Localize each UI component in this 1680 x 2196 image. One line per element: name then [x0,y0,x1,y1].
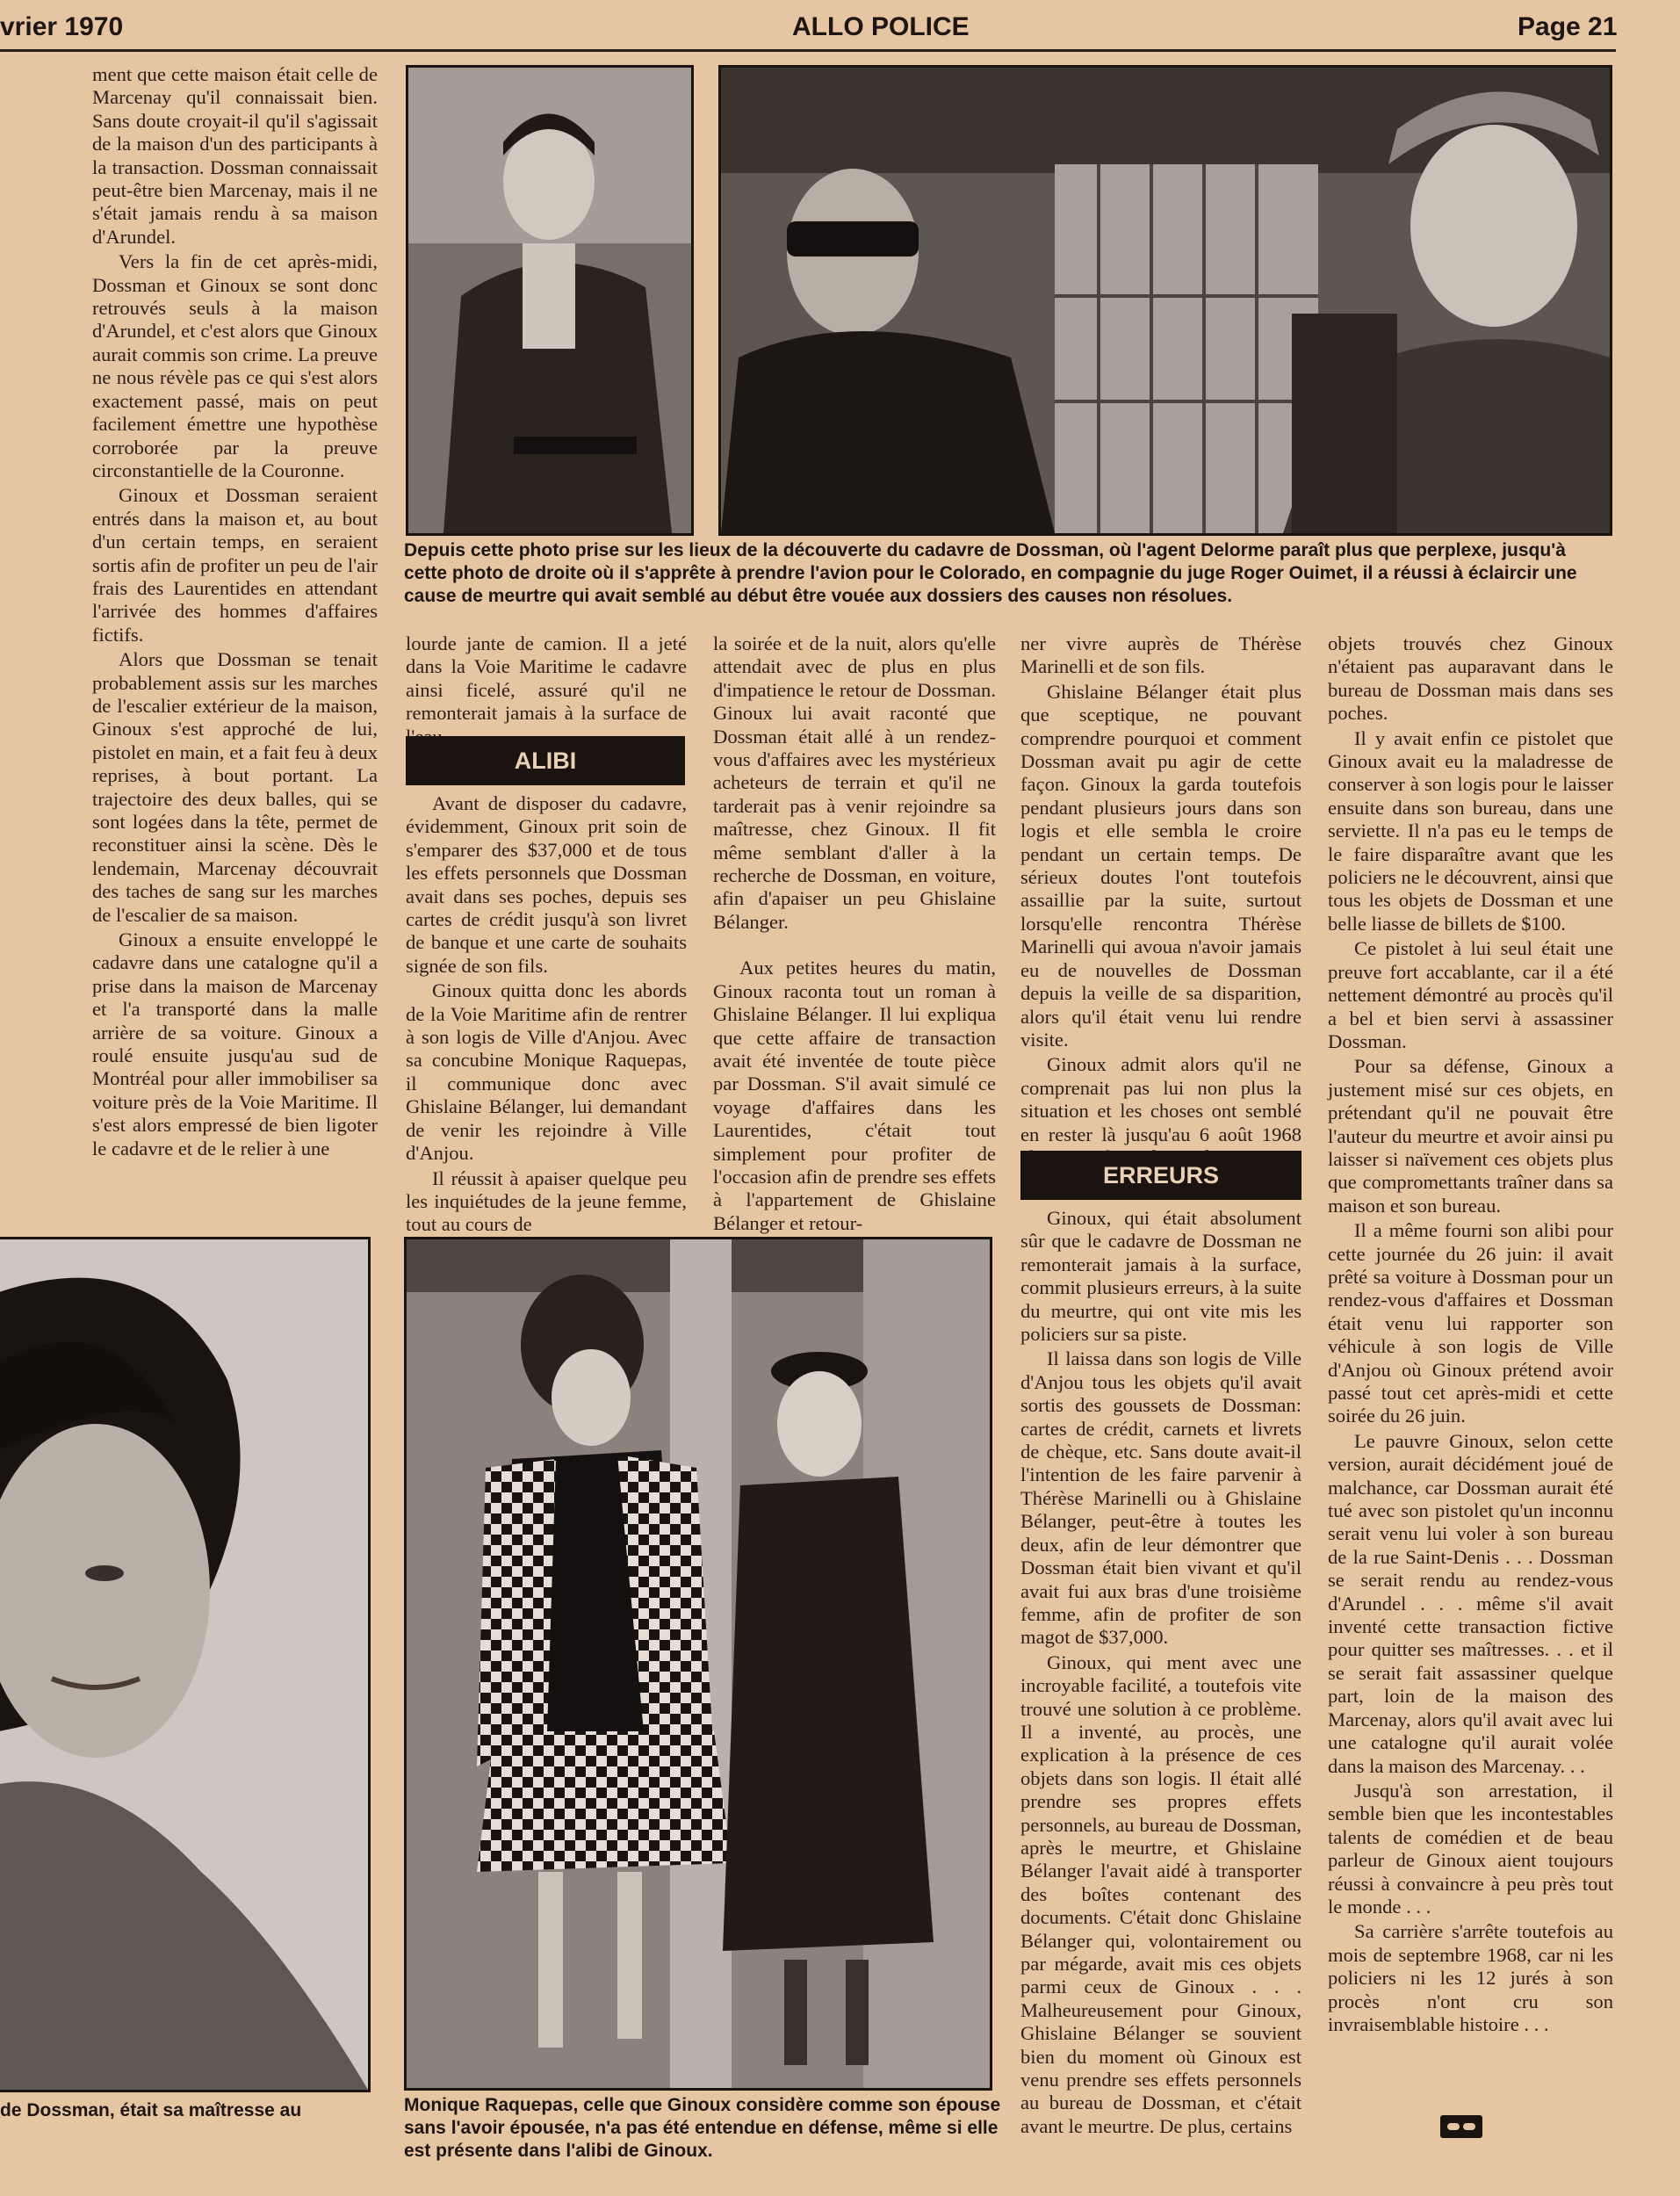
paragraph: Il laissa dans son logis de Ville d'Anjou tous les objets qu'il avait sortis des goussets de Dossman: cartes de crédit, carnets et livrets de chèque, etc. Sans doute avait-il l'intention de les faire parvenir à Thérèse Marinelli ou à Ghislaine Bélanger, peut-être à toutes les deux, afin de leur démontrer que Dossman était bien vivant et qu'il avait fui aux bras d'une troisième femme, afin de profiter de son magot de $37,000. [1020,1347,1301,1649]
column-4-continued [1020,1207,1301,2138]
photo-agent-delorme [406,65,694,536]
page-number: Page 21 [1518,12,1618,41]
paragraph: Il y avait enfin ce pistolet que Ginoux avait eu la maladresse de conserver à son logis pour le laisser ensuite dans son bureau, dans une serviette. Il n'a pas eu le temps de le faire disparaître avant que les policiers ne le découvrent, ainsi que tous les objets de Dossman et une belle liasse de billets de $100. [1328,726,1613,935]
paragraph: Pour sa défense, Ginoux a justement misé sur ces objets, en prétendant qu'il ne pouvait être l'auteur du meurtre et avoir ainsi pu laisser si naïvement ces objets plus que compromettants traîner dans sa maison et son bureau. [1328,1055,1613,1217]
paragraph: Il réussit à apaiser quelque peu les inquiétudes de la jeune femme, tout au cours de [406,1167,687,1236]
paragraph: Le pauvre Ginoux, selon cette version, aurait décidément joué de malchance, car Dossman aurait été tué avec son pistolet qu'un inconnu serait venu lui voler à son bureau de la rue Saint-Denis . . . Dossman se serait rendu au rendez-vous d'Arundel . . . même s'il avait inventé cette transaction fictive pour quitter ses maîtresses. . . et il se serait fait assassiner quelque part, loin de la maison des Marcenay, alors qu'il avait avec lui une catalogne qu'il aurait volée dans la maison des Marcenay. . . [1328,1429,1613,1777]
paragraph: la soirée et de la nuit, alors qu'elle attendait avec de plus en plus d'impatience le retour de Dossman. Ginoux lui avait raconté que Dossman était allé à un rendez-vous d'affaires avec les mystérieux acheteurs de terrain et qu'il ne tarderait pas à venir rejoindre sa maîtresse, chez Ginoux. Il fit même semblant d'aller à la recherche de Dossman, en voiture, afin d'apaiser un peu Ghislaine Bélanger. [713,632,996,933]
paragraph: Alors que Dossman se tenait probablement assis sur les marches de l'escalier extérieur de la maison, Ginoux s'est approché de lui, pistolet en main, et a fait feu à deux reprises, à bout portant. La trajectoire des deux balles, qui se sont logées dans la tête, permet de reconstituer ainsi la scène. Dès le lendemain, Marcenay découvrait des taches de sang sur les marches de l'escalier de sa maison. [92,648,378,926]
paragraph: Ce pistolet à lui seul était une preuve fort accablante, car il a été nettement démontré au procès qu'il a bel et bien servi à assassiner Dossman. [1328,937,1613,1052]
paragraph: Sa carrière s'arrête toutefois au mois de septembre 1968, car ni les policiers ni les 12 jurés à son procès n'ont cru son invraisemblable histoire . . . [1328,1920,1613,2035]
column-2 [406,632,687,748]
paragraph: Ginoux quitta donc les abords de la Voie Maritime afin de rentrer à son logis de Ville d'Anjou. Avec sa concubine Monique Raquepas, il communique donc avec Ghislaine Bélanger, lui demandant de venir les rejoindre à Ville d'Anjou. [406,979,687,1165]
paragraph: objets trouvés chez Ginoux n'étaient pas auparavant dans le bureau de Dossman mais dans ses poches. [1328,632,1613,725]
paragraph: lourde jante de camion. Il a jeté dans la Voie Maritime le cadavre ainsi ficelé, assuré qu'il ne remonterait jamais à la surface de [406,632,687,725]
paragraph: Il a même fourni son alibi pour cette journée du 26 juin: il avait prêté sa voiture à Dossman pour un rendez-vous d'affaires et Dossman était venu lui rapporter son véhicule à son logis de Ville d'Anjou où Ginoux prétend avoir passé tout cet après-midi et cette soirée du 26 juin. [1328,1219,1613,1427]
end-of-article-mark [1440,2115,1482,2138]
photo-caption-bottom-center: Monique Raquepas, celle que Ginoux considère comme son épouse sans l'avoir épousée, n'a pas été entendue en défense, même si elle est présente dans l'alibi de Ginoux. [404,2095,1001,2161]
subhead-erreurs: ERREURS [1020,1151,1301,1200]
photo-monique-raquepas [404,1237,992,2091]
header-rule [0,49,1616,52]
column-4 [1020,632,1301,1193]
column-1 [92,63,378,1160]
issue-date: vrier 1970 [0,12,124,41]
column-5 [1328,632,1613,2036]
paragraph: Ginoux, qui était absolument sûr que le cadavre de Dossman ne remonterait jamais à la surface, commit plusieurs erreurs, à la suite du meurtre, qui ont vite mis les policiers sur sa piste. [1020,1207,1301,1346]
paragraph: Ginoux et Dossman seraient entrés dans la maison et, au bout d'un certain temps, en seraient sortis afin de profiter un peu de l'air frais des Laurentides en attendant l'arrivée des hommes d'affaires fictifs. [92,484,378,646]
paragraph: ner vivre auprès de Thérèse Marinelli et de son fils. [1020,632,1301,678]
column-2-continued [406,792,687,1237]
paragraph: Avant de disposer du cadavre, évidemment, Ginoux prit soin de s'emparer des $37,000 et de tous les effets personnels que Dossman avait dans ses poches, depuis ses cartes de crédit jusqu'à son livret de banque et une carte de souhaits signée de son fils. [406,792,687,977]
paragraph: Vers la fin de cet après-midi, Dossman et Ginoux se sont donc retrouvés seuls à la maison d'Arundel, et c'est alors que Ginoux aurait commis son crime. La preuve ne nous révèle pas ce qui s'est alors exactement passé, mais on peut facilement émettre une hypothèse corroborée par la preuve circonstantielle de la Couronne. [92,250,378,481]
paragraph: Ginoux a ensuite enveloppé le cadavre dans une catalogne qu'il a prise dans la maison de Marcenay et l'a transporté dans la malle arrière de sa voiture. Ginoux a roulé ensuite jusqu'au sud de Montréal pour aller immobiliser sa voiture près de la Voie Maritime. Il s'est alors empressé de bien ligoter le cadavre et de le relier à une [92,928,378,1159]
photo-caption-bottom-left: de Dossman, était sa maîtresse au [0,2100,302,2120]
paragraph: Ghislaine Bélanger était plus que sceptique, ne pouvant comprendre pourquoi et comment Dossman avait pu agir de cette façon. Ginoux la garda toutefois pendant plusieurs jours dans son logis et elle sembla le croire pendant un certain temps. De sérieux doutes l'ont toutefois assaillie par la suite, surtout lorsqu'elle rencontra Thérèse Marinelli qui avoua n'avoir jamais eu de nouvelles de Dossman depuis la veille de sa disparition, alors qu'il était venu lui rendre visite. [1020,680,1301,1051]
paragraph: Ginoux, qui ment avec une incroyable facilité, a toutefois vite trouvé une solution à ce problème. Il a inventé, au procès, une explication à la présence de ces objets dans son logis. Il était allé prendre ses propres effets personnels, au bureau de Dossman, après le meurtre, et Ghislaine Bélanger l'avait aidé à transporter des boîtes contenant des documents. C'était donc Ghislaine Bélanger qui, volontairement ou par mégarde, avait mis ces objets parmi ceux de Ginoux . . . Malheureusement pour Ginoux, Ghislaine Bélanger se souvient bien du moment où Ginoux est venu prendre ses effets personnels au bureau de Dossman, et c'était avant le meurtre. De plus, certains [1020,1651,1301,2137]
paragraph: Jusqu'à son arrestation, il semble bien que les incontestables talents de comédien et de beau parleur de Ginoux aient toujours réussi à convaincre à peu près tout le monde . . . [1328,1779,1613,1918]
paragraph: Aux petites heures du matin, Ginoux raconta tout un roman à Ghislaine Bélanger. Il lui expliqua que cette affaire de transaction avait été inventée de toute pièce par Dossman. S'il avait simulé ce voyage d'affaires dans les Laurentides, c'était tout simplement pour profiter de l'occasion afin de prendre ses effets à l'appartement de Ghislaine Bélanger et retour- [713,957,996,1234]
subhead-alibi: ALIBI [406,736,685,785]
publication-title: ALLO POLICE [792,12,970,41]
column-3 [713,632,996,1235]
paragraph: Ginoux admit alors qu'il ne comprenait pas lui non plus la situation et les choses ont semblé en rester là jusqu'au 6 août 1968 [1020,1053,1301,1145]
paragraph: ment que cette maison était celle de Marcenay qu'il connaissait bien. Sans doute croyait-il qu'il s'agissait de la maison d'un des participants à la transaction. Dossman connaissait peut-être bien Marcenay, mais il ne s'était jamais rendu à sa maison d'Arundel. [92,63,378,248]
photo-caption-top: Depuis cette photo prise sur les lieux de la découverte du cadavre de Dossman, où l'agent Delorme paraît plus que perplexe, jusqu'à cette photo de droite où il s'apprête à prendre l'avion pour le Colorado, en compagnie du juge Roger Ouimet, il a réussi à éclaircir une cause de meurtre qui avait semblé au début être vouée aux dossiers des causes non résolues. [404,540,1577,606]
photo-woman-portrait [0,1237,371,2092]
photo-airport-departure [718,65,1612,536]
